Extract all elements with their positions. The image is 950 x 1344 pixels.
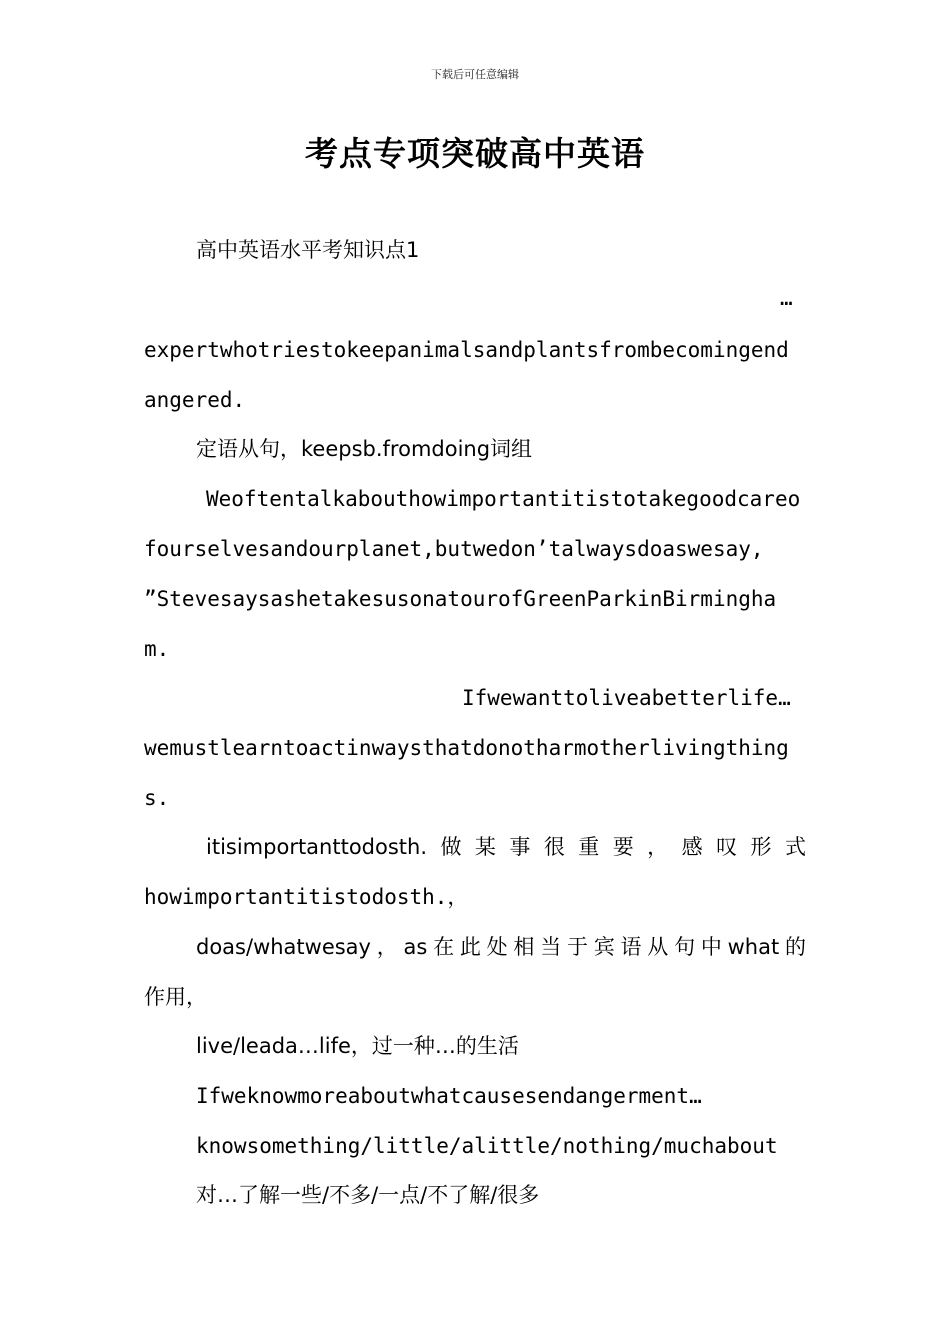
paragraph-heading: 高中英语水平考知识点1 <box>196 238 420 262</box>
document-title: 考点专项突破高中英语 <box>305 134 645 173</box>
text-line: Weoftentalkabouthowimportantitistotakegoodcareo <box>206 487 801 511</box>
text-line: m. <box>144 637 170 661</box>
text-line: live/leada…life，过一种…的生活 <box>196 1034 519 1058</box>
text-line: wemustlearntoactinwaysthatdonotharmotherlivingthing <box>144 736 789 760</box>
text-line: itisimportanttodosth.做某事很重要，感叹形式 <box>206 835 806 859</box>
text-line: 作用， <box>144 985 207 1009</box>
text-line: doas/whatwesay，as在此处相当于宾语从句中what的 <box>196 935 806 959</box>
text-line: fourselvesandourplanet,butwedon’talwaysdoaswesay, <box>144 537 764 561</box>
text-line: Ifwewanttoliveabetterlife… <box>462 686 791 710</box>
header-note: 下载后可任意编辑 <box>431 68 519 81</box>
text-line: … <box>780 286 793 310</box>
text-line: angered. <box>144 388 246 412</box>
text-line: Ifweknowmoreaboutwhatcausesendangerment… <box>196 1084 702 1108</box>
text-line: 对…了解一些/不多/一点/不了解/很多 <box>196 1183 540 1207</box>
text-line: s. <box>144 786 170 810</box>
text-line: expertwhotriestokeepanimalsandplantsfrombecomingend <box>144 338 789 362</box>
text-line: ”StevesaysashetakesusonatourofGreenParkinBirmingha <box>144 587 777 611</box>
text-line: 定语从句，keepsb.fromdoing词组 <box>196 437 533 461</box>
text-line: howimportantitistodosth.， <box>144 885 469 909</box>
text-line: knowsomething/little/alittle/nothing/muchabout <box>196 1134 778 1158</box>
